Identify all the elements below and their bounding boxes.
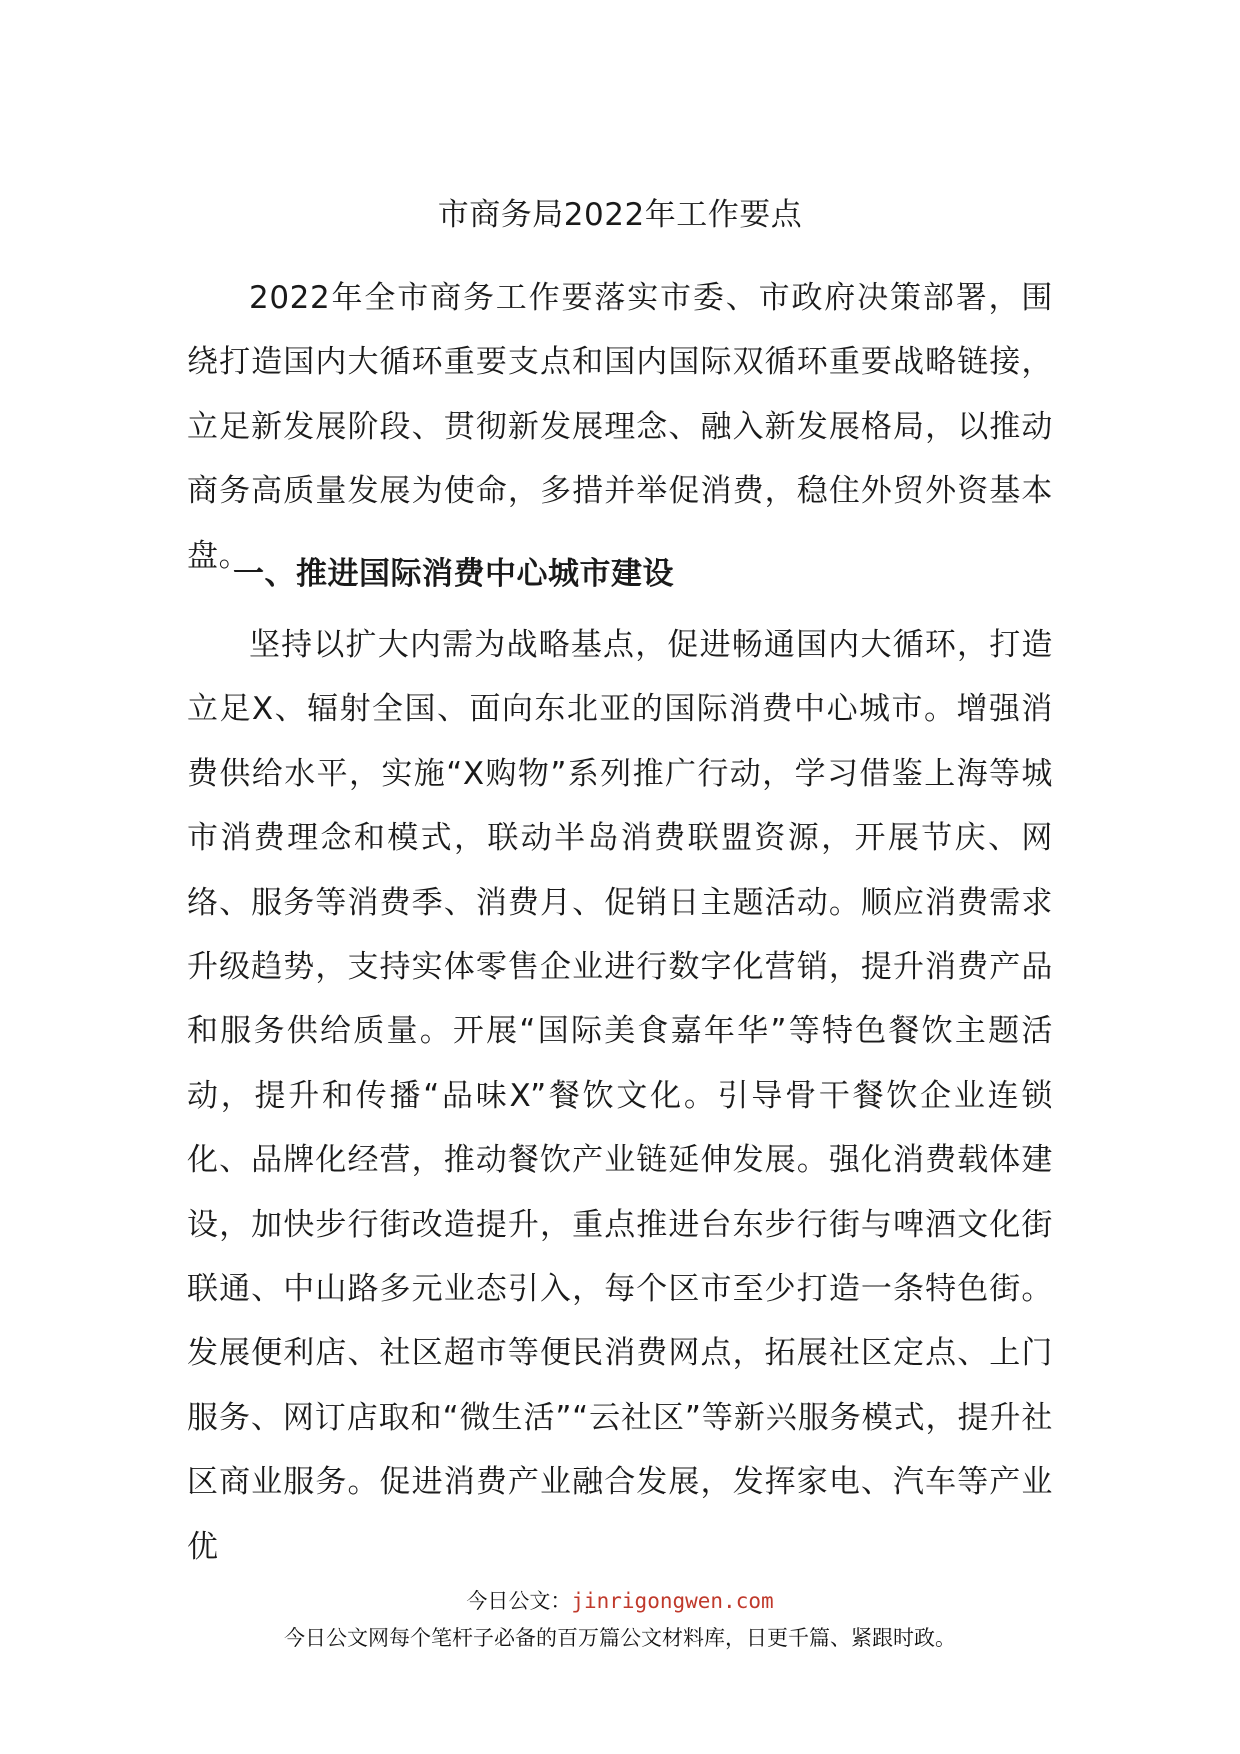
footer-source-line — [0, 1585, 1240, 1615]
footer-prefix: 今日公文： — [466, 1589, 572, 1613]
section-heading: 一、推进国际消费中心城市建设 — [233, 556, 674, 592]
body-paragraph: 坚持以扩大内需为战略基点，促进畅通国内大循环，打造立足X、辐射全国、面向东北亚的国际消费中心城市。增强消费供给水平，实施“X购物”系列推广行动，学习借鉴上海等城市消费理念和模式，联动半岛消费联盟资源，开展节庆、网络、服务等消费季、消费月、促销日主题活动。顺应消费需求升级趋势，支持实体零售企业进行数字化营销，提升消费产品和服务供给质量。开展“国际美食嘉年华”等特色餐饮主题活动，提升和传播“品味X”餐饮文化。引导骨干餐饮企业连锁化、品牌化经营，推动餐饮产业链延伸发展。强化消费载体建设，加快步行街改造提升，重点推进台东步行街与啤酒文化街联通、中山路多元业态引入，每个区市至少打造一条特色街。发展便利店、社区超市等便民消费网点，拓展社区定点、上门服务、网订店取和“微生活”“云社区”等新兴服务模式，提升社区商业服务。促进消费产业融合发展，发挥家电、汽车等产业优 — [187, 627, 1053, 1565]
section-one-body — [187, 613, 1053, 1579]
footer-site-link[interactable]: jinrigongwen.com — [571, 1589, 774, 1613]
intro-paragraph: 2022年全市商务工作要落实市委、市政府决策部署，围绕打造国内大循环重要支点和国内国际双循环重要战略链接，立足新发展阶段、贯彻新发展理念、融入新发展格局，以推动商务高质量发展为使命，多措并举促消费，稳住外贸外资基本盘。 — [187, 280, 1053, 574]
footer-tagline: 今日公文网每个笔杆子必备的百万篇公文材料库，日更千篇、紧跟时政。 — [284, 1626, 956, 1650]
section-one — [187, 542, 1053, 606]
document-title: 市商务局2022年工作要点 — [437, 197, 803, 233]
intro-section — [187, 266, 1053, 588]
